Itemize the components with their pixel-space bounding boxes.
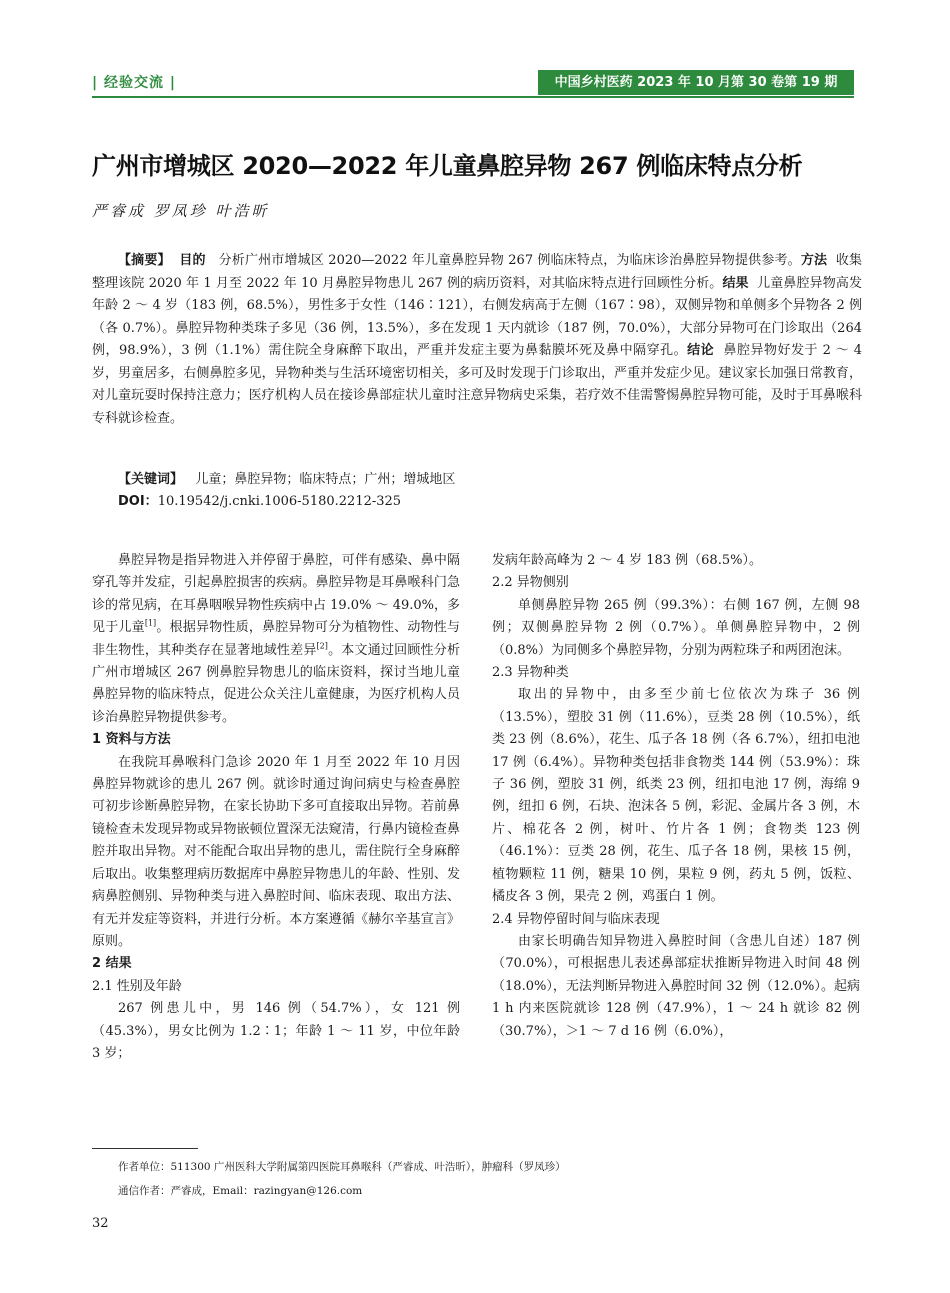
section-tag: | 经验交流 |: [92, 75, 176, 91]
heading-side: 2.2 异物侧别: [492, 575, 569, 591]
heading-types: 2.3 异物种类: [492, 665, 569, 681]
abstract: [92, 250, 862, 430]
ref-1: [1]: [144, 618, 157, 628]
footnote-corresponding: 通信作者：严睿成，Email：razingyan@126.com: [118, 1185, 363, 1197]
keywords-text: 儿童；鼻腔异物；临床特点；广州；增城地区: [195, 472, 456, 487]
results-label: 结果: [722, 275, 749, 291]
ref-2: [2]: [316, 641, 328, 651]
intro-text-c: 。本文通过回顾性分析广州市增城区 267 例鼻腔异物患儿的临床资料，探讨当地儿童鼻腔异物的临床特点，促进公众关注儿童健康，为医疗机构人员诊治鼻腔异物提供参考。: [92, 642, 460, 725]
page-number: 32: [92, 1216, 109, 1231]
intro-text-b: 。根据异物性质，鼻腔异物可分为植物性、动物性与非生物性，其种类存在显著地域性差异: [92, 620, 460, 658]
methods-paragraph: 在我院耳鼻喉科门急诊 2020 年 1 月至 2022 年 10 月因鼻腔异物就诊的患儿 267 例。就诊时通过询问病史与检查鼻腔可初步诊断鼻腔异物，在家长协助下多可直接取出异物。若前鼻镜检查未发现异物或异物嵌顿位置深无法窥清，行鼻内镜检查鼻腔并取出异物。对不能配合取出异物的患儿，需住院行全身麻醉后取出。收集整理病历数据库中鼻腔异物患儿的年龄、性别、发病鼻腔侧别、异物种类与进入鼻腔时间、临床表现、取出方法、有无并发症等资料，并进行分析。本方案遵循《赫尔辛基宣言》原则。: [92, 754, 460, 949]
objective-label: 目的: [179, 253, 206, 268]
conclusion-label: 结论: [687, 343, 715, 358]
sex-age-paragraph: 267 例患儿中，男 146 例（54.7%），女 121 例（45.3%），男女比例为 1.2∶1；年龄 1 ～ 11 岁，中位年龄 3 岁；: [92, 1001, 460, 1061]
intro-paragraph: [92, 550, 460, 729]
duration-paragraph: 由家长明确告知异物进入鼻腔时间（含患儿自述）187 例（70.0%），可根据患儿表述鼻部症状推断异物进入时间 48 例（18.0%），无法判断异物进入鼻腔时间 32 例（12.0%）。起病 1 h 内来医院就诊 128 例（47.9%），1 ～ 24 h 就诊 82 例（30.7%），＞1 ～ 7 d 16 例（6.0%），: [492, 933, 860, 1039]
heading-materials-methods: 1 资料与方法: [92, 732, 171, 748]
doi-label: DOI：: [118, 494, 158, 509]
authors: 严睿成 罗凤珍 叶浩昕: [92, 202, 270, 220]
body-column-left: [92, 550, 460, 1065]
side-paragraph: 单侧鼻腔异物 265 例（99.3%）：右侧 167 例，左侧 98 例；双侧鼻腔异物 2 例（0.7%）。单侧鼻腔异物中，2 例（0.8%）为同侧多个鼻腔异物，分别为两粒珠子和两团泡沫。: [492, 597, 860, 658]
doi-text: 10.19542/j.cnki.1006-5180.2212-325: [157, 494, 402, 509]
methods-label: 方法: [800, 253, 828, 268]
types-paragraph: 取出的异物中，由多至少前七位依次为珠子 36 例（13.5%），塑胶 31 例（11.6%），豆类 28 例（10.5%），纸类 23 例（8.6%），花生、瓜子各 18 例（各 6.7%），纽扣电池 17 例（6.4%）。异物种类包括非食物类 144 例（53.9%）：珠子 36 例，塑胶 31 例，纸类 23 例，纽扣电池 17 例，海绵 9 例，纽扣 6 例，石块、泡沫各 5 例，彩泥、金属片各 3 例，木片、棉花各 2 例，树叶、竹片各 1 例；食物类 123 例（46.1%）：豆类 28 例，花生、瓜子各 18 例，果核 15 例，植物颗粒 11 例，糖果 10 例，果粒 9 例，药丸 5 例，饭粒、橘皮各 3 例，果壳 2 例，鸡蛋白 1 例。: [492, 687, 860, 905]
body-column-right: [492, 550, 860, 1043]
heading-results: 2 结果: [92, 956, 132, 972]
results-text: 儿童鼻腔异物高发年龄 2 ～ 4 岁（183 例，68.5%），男性多于女性（146∶121），右侧发病高于左侧（167∶98），双侧异物和单侧多个异物各 2 例（各 0.7%）。鼻腔异物种类珠子多见（36 例，13.5%），多在发现 1 天内就诊（187 例，70.0%），大部分异物可在门诊取出（264 例，98.9%），3 例（1.1%）需住院全身麻醉下取出，严重并发症主要为鼻黏膜坏死及鼻中隔穿孔。: [92, 275, 862, 358]
methods-text: 收集整理该院 2020 年 1 月至 2022 年 10 月鼻腔异物患儿 267 例的病历资料，对其临床特点进行回顾性分析。: [92, 253, 863, 291]
article-title: 广州市增城区 2020—2022 年儿童鼻腔异物 267 例临床特点分析: [92, 152, 803, 180]
heading-duration: 2.4 异物停留时间与临床表现: [492, 911, 660, 927]
abstract-label: 【摘要】: [118, 253, 171, 268]
keywords-label: 【关键词】: [118, 472, 184, 487]
sex-age-paragraph-cont: 发病年龄高峰为 2 ～ 4 岁 183 例（68.5%）。: [492, 553, 762, 568]
heading-sex-age: 2.1 性别及年龄: [92, 978, 182, 994]
objective-text: 分析广州市增城区 2020—2022 年儿童鼻腔异物 267 例临床特点，为临床诊治鼻腔异物提供参考。: [218, 253, 801, 268]
keywords-block: [92, 469, 862, 513]
journal-banner: 中国乡村医药 2023 年 10 月第 30 卷第 19 期: [538, 70, 854, 95]
footnote-rule: [92, 1148, 198, 1149]
conclusion-text: 鼻腔异物好发于 2 ～ 4 岁，男童居多，右侧鼻腔多见，异物种类与生活环境密切相关，多可及时发现于门诊取出，严重并发症少见。建议家长加强日常教育，对儿童玩耍时保持注意力；医疗机构人员在接诊鼻部症状儿童时注意异物病史采集，若疗效不佳需警惕鼻腔异物可能，及时于耳鼻喉科专科就诊检查。: [92, 343, 862, 426]
intro-text-a: 鼻腔异物是指异物进入并停留于鼻腔，可伴有感染、鼻中隔穿孔等并发症，引起鼻腔损害的疾病。鼻腔异物是耳鼻喉科门急诊的常见病，在耳鼻咽喉异物性疾病中占 19.0% ～ 49.0%，多见于儿童: [92, 553, 460, 636]
header-rule: [92, 96, 854, 98]
footnote-affiliation: 作者单位：511300 广州医科大学附属第四医院耳鼻喉科（严睿成、叶浩昕），肿瘤科（罗凤珍）: [118, 1161, 566, 1173]
